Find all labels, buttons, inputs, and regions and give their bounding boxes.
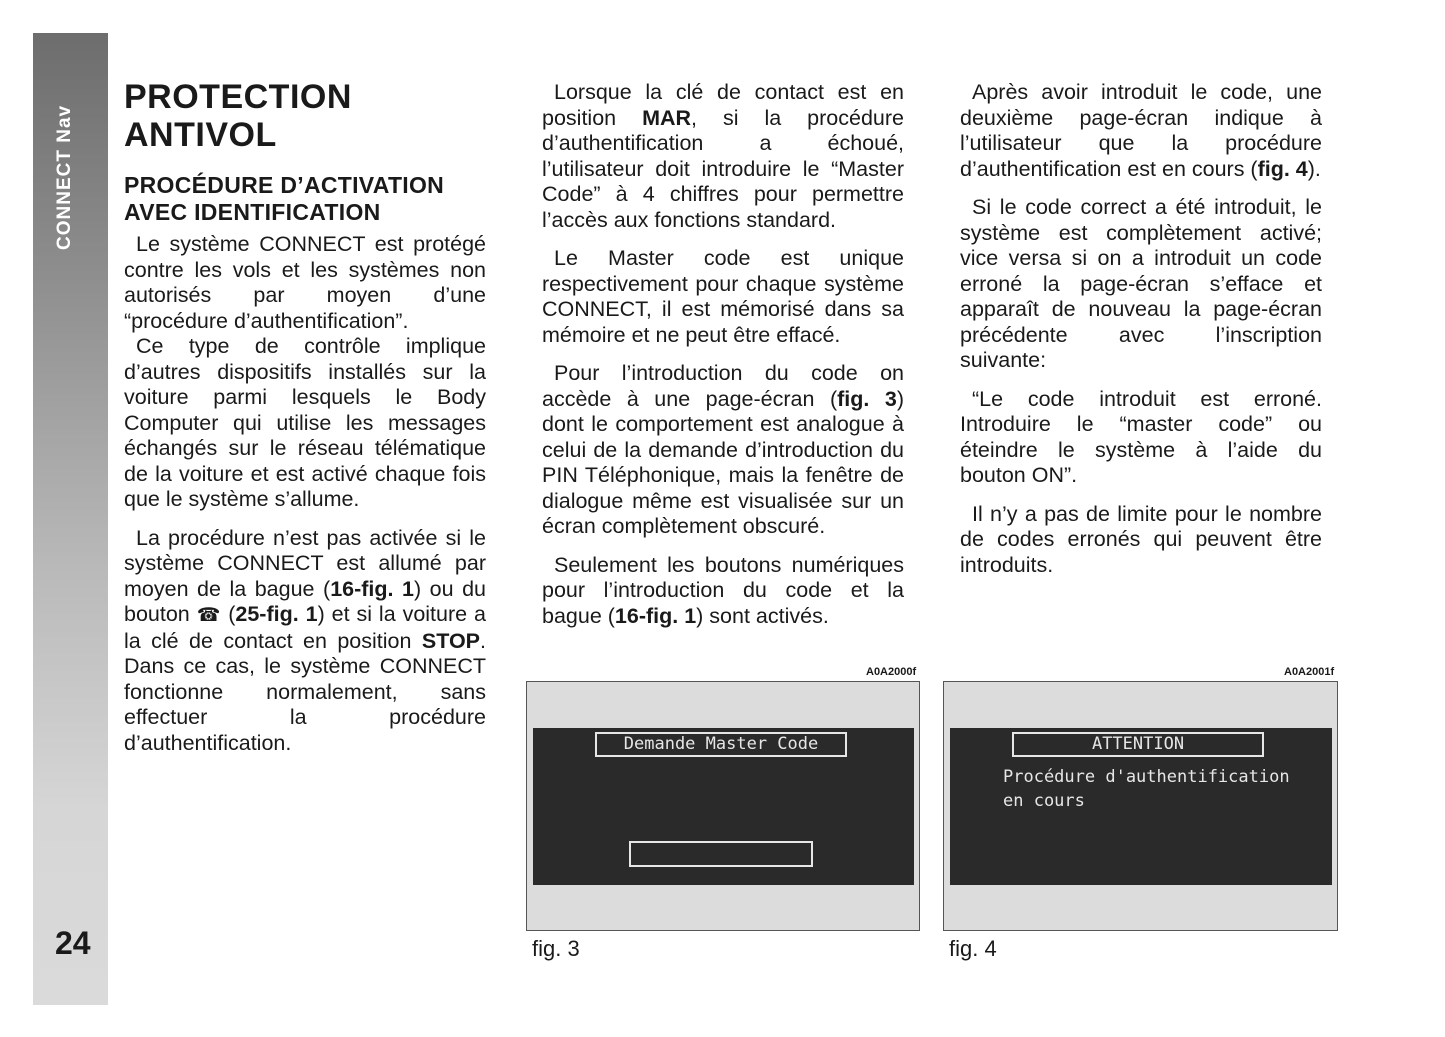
paragraph: Lorsque la clé de contact est en position MAR, si la procédure d’authentification a échoué, l’utilisateur doit introduire le “Master Code” à 4 chiffres pour permettre l’accès aux fonctions standard. bbox=[542, 80, 904, 232]
screen-message-line: en cours bbox=[1003, 791, 1085, 811]
phone-button-icon: ☎ bbox=[196, 605, 222, 626]
figure-code: A0A2000f bbox=[866, 666, 917, 678]
paragraph: Pour l’introduction du code on accède à une page-écran (fig. 3) dont le comportement est analogue à celui de la demande d’introduction du PIN Téléphonique, mais la fenêtre de dialogue même est visualisée sur un écran complètement obscuré. bbox=[542, 361, 905, 538]
section-label: CONNECT Nav bbox=[54, 104, 75, 250]
paragraph: Après avoir introduit le code, une deuxième page-écran indique à l’utilisateur que la procédure d’authentification est en cours (fig. 4). bbox=[960, 80, 1322, 181]
paragraph: La procédure n’est pas activée si le système CONNECT est allumé par moyen de la bague (16-fig. 1) ou du bouton ☎ (25-fig. 1) et si la voiture a la clé de contact en position STOP. Dans ce cas, le système CONNECT fonctionne normalement, sans effectuer la procédure d’authentification. bbox=[124, 525, 487, 755]
paragraph: Si le code correct a été introduit, le système est complètement activé; vice versa si on a introduit un code erroné la page-écran s’efface et apparaît de nouveau la page-écran précédente avec l’inscription suivante: bbox=[960, 195, 1322, 372]
screen-title: ATTENTION bbox=[1012, 732, 1264, 757]
figure-3 bbox=[526, 681, 920, 931]
paragraph: Il n’y a pas de limite pour le nombre de codes erronés qui peuvent être introduits. bbox=[960, 501, 1322, 577]
page-title: PROTECTION ANTIVOL bbox=[124, 78, 352, 154]
column-right bbox=[960, 80, 1322, 591]
code-entry-field bbox=[629, 841, 813, 867]
figure-caption: fig. 4 bbox=[949, 936, 997, 961]
column-middle bbox=[542, 80, 904, 642]
paragraph: Ce type de contrôle implique d’autres dispositifs installés sur la voiture parmi lesquels le Body Computer qui utilise les messages échangés sur le réseau télématique de la voiture et est activé chaque fois que le système s’allume. bbox=[124, 334, 486, 511]
paragraph: Le Master code est unique respectivement pour chaque système CONNECT, il est mémorisé dans sa mémoire et ne peut être effacé. bbox=[542, 246, 904, 347]
section-heading: PROCÉDURE D’ACTIVATION AVEC IDENTIFICATION bbox=[124, 172, 445, 225]
display-screen bbox=[950, 728, 1332, 885]
figure-code: A0A2001f bbox=[1284, 666, 1335, 678]
paragraph: Seulement les boutons numériques pour l’introduction du code et la bague (16-fig. 1) sont activés. bbox=[542, 552, 904, 628]
paragraph: “Le code introduit est erroné. Introduire le “master code” ou éteindre le système à l’aide du bouton ON”. bbox=[960, 386, 1322, 487]
display-screen bbox=[533, 728, 914, 885]
screen-message-line: Procédure d'authentification bbox=[1003, 767, 1290, 787]
column-left bbox=[124, 78, 486, 769]
page-number: 24 bbox=[55, 925, 91, 961]
figure-4 bbox=[943, 681, 1338, 931]
figure-caption: fig. 3 bbox=[532, 936, 580, 961]
paragraph: Le système CONNECT est protégé contre les vols et les systèmes non autorisés par moyen d’une “procédure d’authentification”. bbox=[124, 232, 486, 333]
screen-title: Demande Master Code bbox=[595, 732, 847, 757]
